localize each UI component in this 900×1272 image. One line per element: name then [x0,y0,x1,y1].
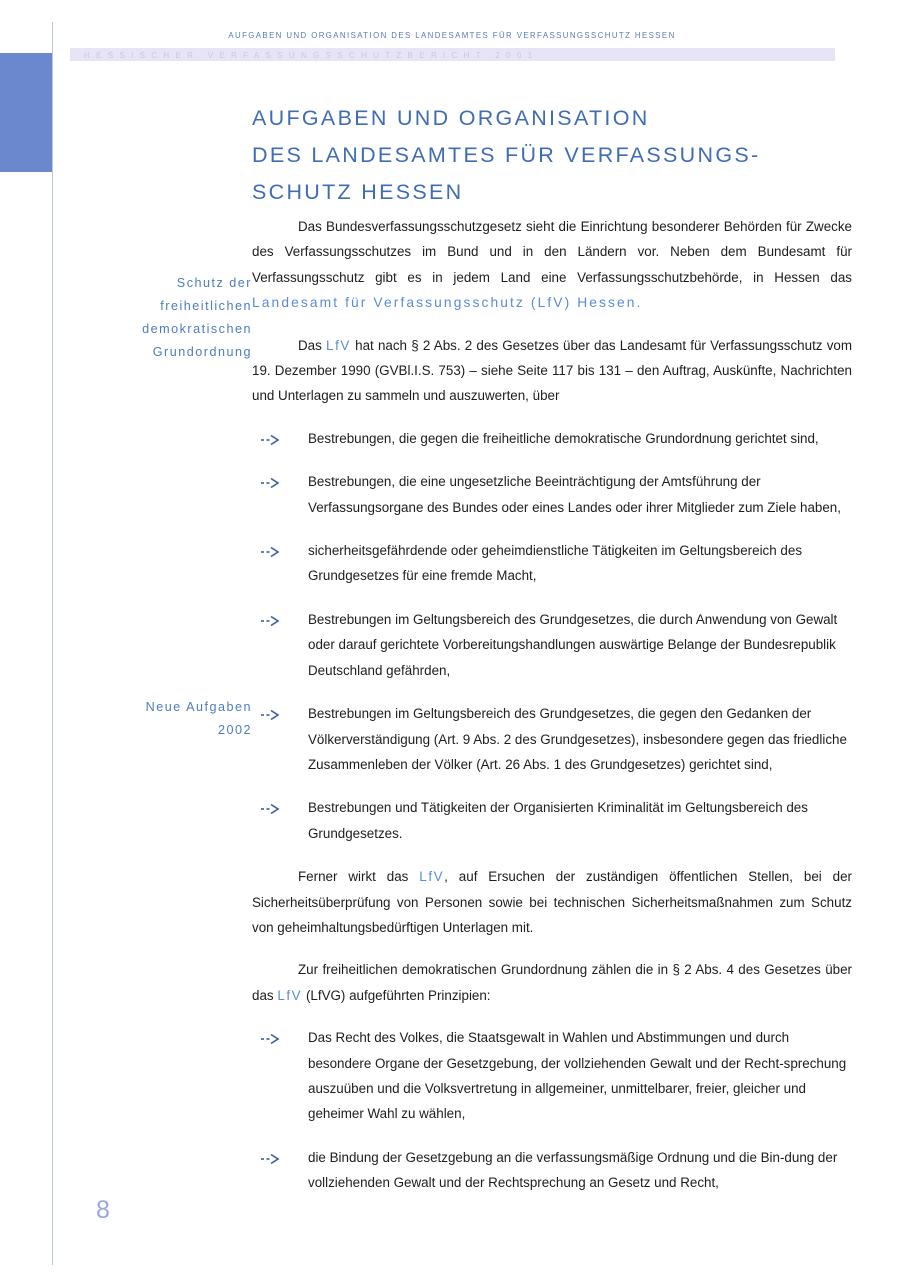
marginal-note-schutz-der-fdgo [62,272,252,364]
marginal-line: freiheitlichen [160,299,252,313]
list-item-text: Bestrebungen im Geltungsbereich des Grundgesetzes, die gegen den Gedanken der Völkerverständigung (Art. 9 Abs. 2 des Grundgesetzes), insbesondere gegen das friedliche Zusammenleben der Völker (Art. 26 Abs. 1 des Grundgesetzes) gerichtet sind, [308,706,847,772]
paragraph-prinzipien-text-a: Zur freiheitlichen demokratischen Grundordnung zählen die in § 2 Abs. 4 des Gesetzes über das [252,962,852,1003]
marginal-line: 2002 [217,723,252,737]
paragraph-auftrag-text-a: Das [298,337,327,353]
paragraph-auftrag-text-b: hat nach § 2 Abs. 2 des Gesetzes über das Landesamt für Verfassungsschutz vom 19. Dezember 1990 (GVBl.I.S. 753) – siehe Seite 117 bis 131 – den Auftrag, Auskünfte, Nachrichten und Unterlagen zu sammeln und auszuwerten, über [252,337,852,404]
list-item [252,701,852,777]
list-item-text: Bestrebungen, die eine ungesetzliche Beeinträchtigung der Amtsführung der Verfassungsorgane des Bundes oder eines Landes oder ihrer Mitglieder zum Ziele haben, [308,474,841,515]
list-item [252,426,852,451]
list-item [252,607,852,683]
lfv-abbreviation: LfV [326,337,351,353]
list-item [252,1025,852,1127]
paragraph-prinzipien-text-b: (LfVG) aufgeführten Prinzipien: [302,987,491,1003]
dashed-arrow-icon [260,1033,284,1045]
list-item [252,538,852,589]
page-number: 8 [96,1196,110,1224]
list-item-text: Bestrebungen und Tätigkeiten der Organisierten Kriminalität im Geltungsbereich des Grundgesetzes. [308,800,808,841]
dashed-arrow-icon [260,546,284,558]
page-title-line-2: DES LANDESAMTES FÜR VERFASSUNGS- [252,143,761,168]
list-item-text: Das Recht des Volkes, die Staatsgewalt in Wahlen und Abstimmungen und durch besondere Organe der Gesetzgebung, der vollziehenden Gewalt und der Recht-sprechung auszuüben und die Volksvertretung in allgemeiner, unmittelbarer, freier, gleicher und geheimer Wahl zu wählen, [308,1030,847,1122]
marginal-line: Schutz der [176,276,252,290]
list-item-text: die Bindung der Gesetzgebung an die verfassungsmäßige Ordnung und die Bin-dung der vollziehenden Gewalt und der Rechtsprechung an Gesetz und Recht, [308,1149,838,1191]
paragraph-ferner [252,864,852,940]
lfv-abbreviation: LfV [277,987,303,1003]
dashed-arrow-icon [260,803,284,815]
paragraph-intro [252,214,852,316]
list-item-text: sicherheitsgefährdende oder geheimdienstliche Tätigkeiten im Geltungsbereich des Grundgesetzes für eine fremde Macht, [308,543,803,584]
dashed-arrow-icon [260,477,284,489]
page-title-line-3: SCHUTZ HESSEN [252,180,464,205]
paragraph-intro-text: Das Bundesverfassungsschutzgesetz sieht die Einrichtung besonderer Behörden für Zwecke des Verfassungsschutzes im Bund und in den Ländern vor. Neben dem Bundesamt für Verfassungsschutz gibt es in jedem Land eine Verfassungsschutzbehörde, in Hessen das [252,219,852,285]
marginal-line: Neue Aufgaben [145,700,252,714]
list-aufgaben [252,426,852,846]
lfv-hessen-highlight: Landesamt für Verfassungsschutz (LfV) Hessen. [252,295,643,311]
paragraph-ferner-text-a: Ferner wirkt das [298,869,420,885]
dashed-arrow-icon [260,1153,284,1165]
list-item [252,795,852,846]
marginal-line: Grundordnung [152,345,252,359]
marginal-note-neue-aufgaben-2002 [62,696,252,742]
margin-vertical-rule [52,22,53,1265]
dashed-arrow-icon [260,434,284,446]
decorative-corner-block [0,53,52,172]
list-item-text: Bestrebungen im Geltungsbereich des Grundgesetzes, die durch Anwendung von Gewalt oder darauf gerichtete Vorbereitungshandlungen auswärtige Belange der Bundesrepublik Deutschland gefährden, [308,611,838,678]
lfv-abbreviation: LfV [419,869,445,885]
running-head-chapter: AUFGABEN UND ORGANISATION DES LANDESAMTES FÜR VERFASSUNGSSCHUTZ HESSEN [228,30,676,40]
page-title-line-1: AUFGABEN UND ORGANISATION [252,106,650,131]
page-title [252,100,852,211]
list-item [252,469,852,520]
main-text-column [252,214,852,1214]
list-item-text: Bestrebungen, die gegen die freiheitliche demokratische Grundordnung gerichtet sind, [308,430,819,446]
marginal-line: demokratischen [142,322,252,336]
paragraph-ferner-text-b: , auf Ersuchen der zuständigen öffentlichen Stellen, bei der Sicherheitsüberprüfung von Personen sowie bei technischen Sicherheitsmaßnahmen zum Schutz von geheimhaltungsbedürftigen Unterlagen mit. [252,869,852,935]
paragraph-auftrag [252,333,852,409]
dashed-arrow-icon [260,709,284,721]
list-prinzipien [252,1025,852,1195]
paragraph-prinzipien-intro [252,957,852,1008]
list-item [252,1145,852,1196]
running-head-publication: HESSISCHER VERFASSUNGSSCHUTZBERICHT 2001 [84,50,539,60]
dashed-arrow-icon [260,615,284,627]
